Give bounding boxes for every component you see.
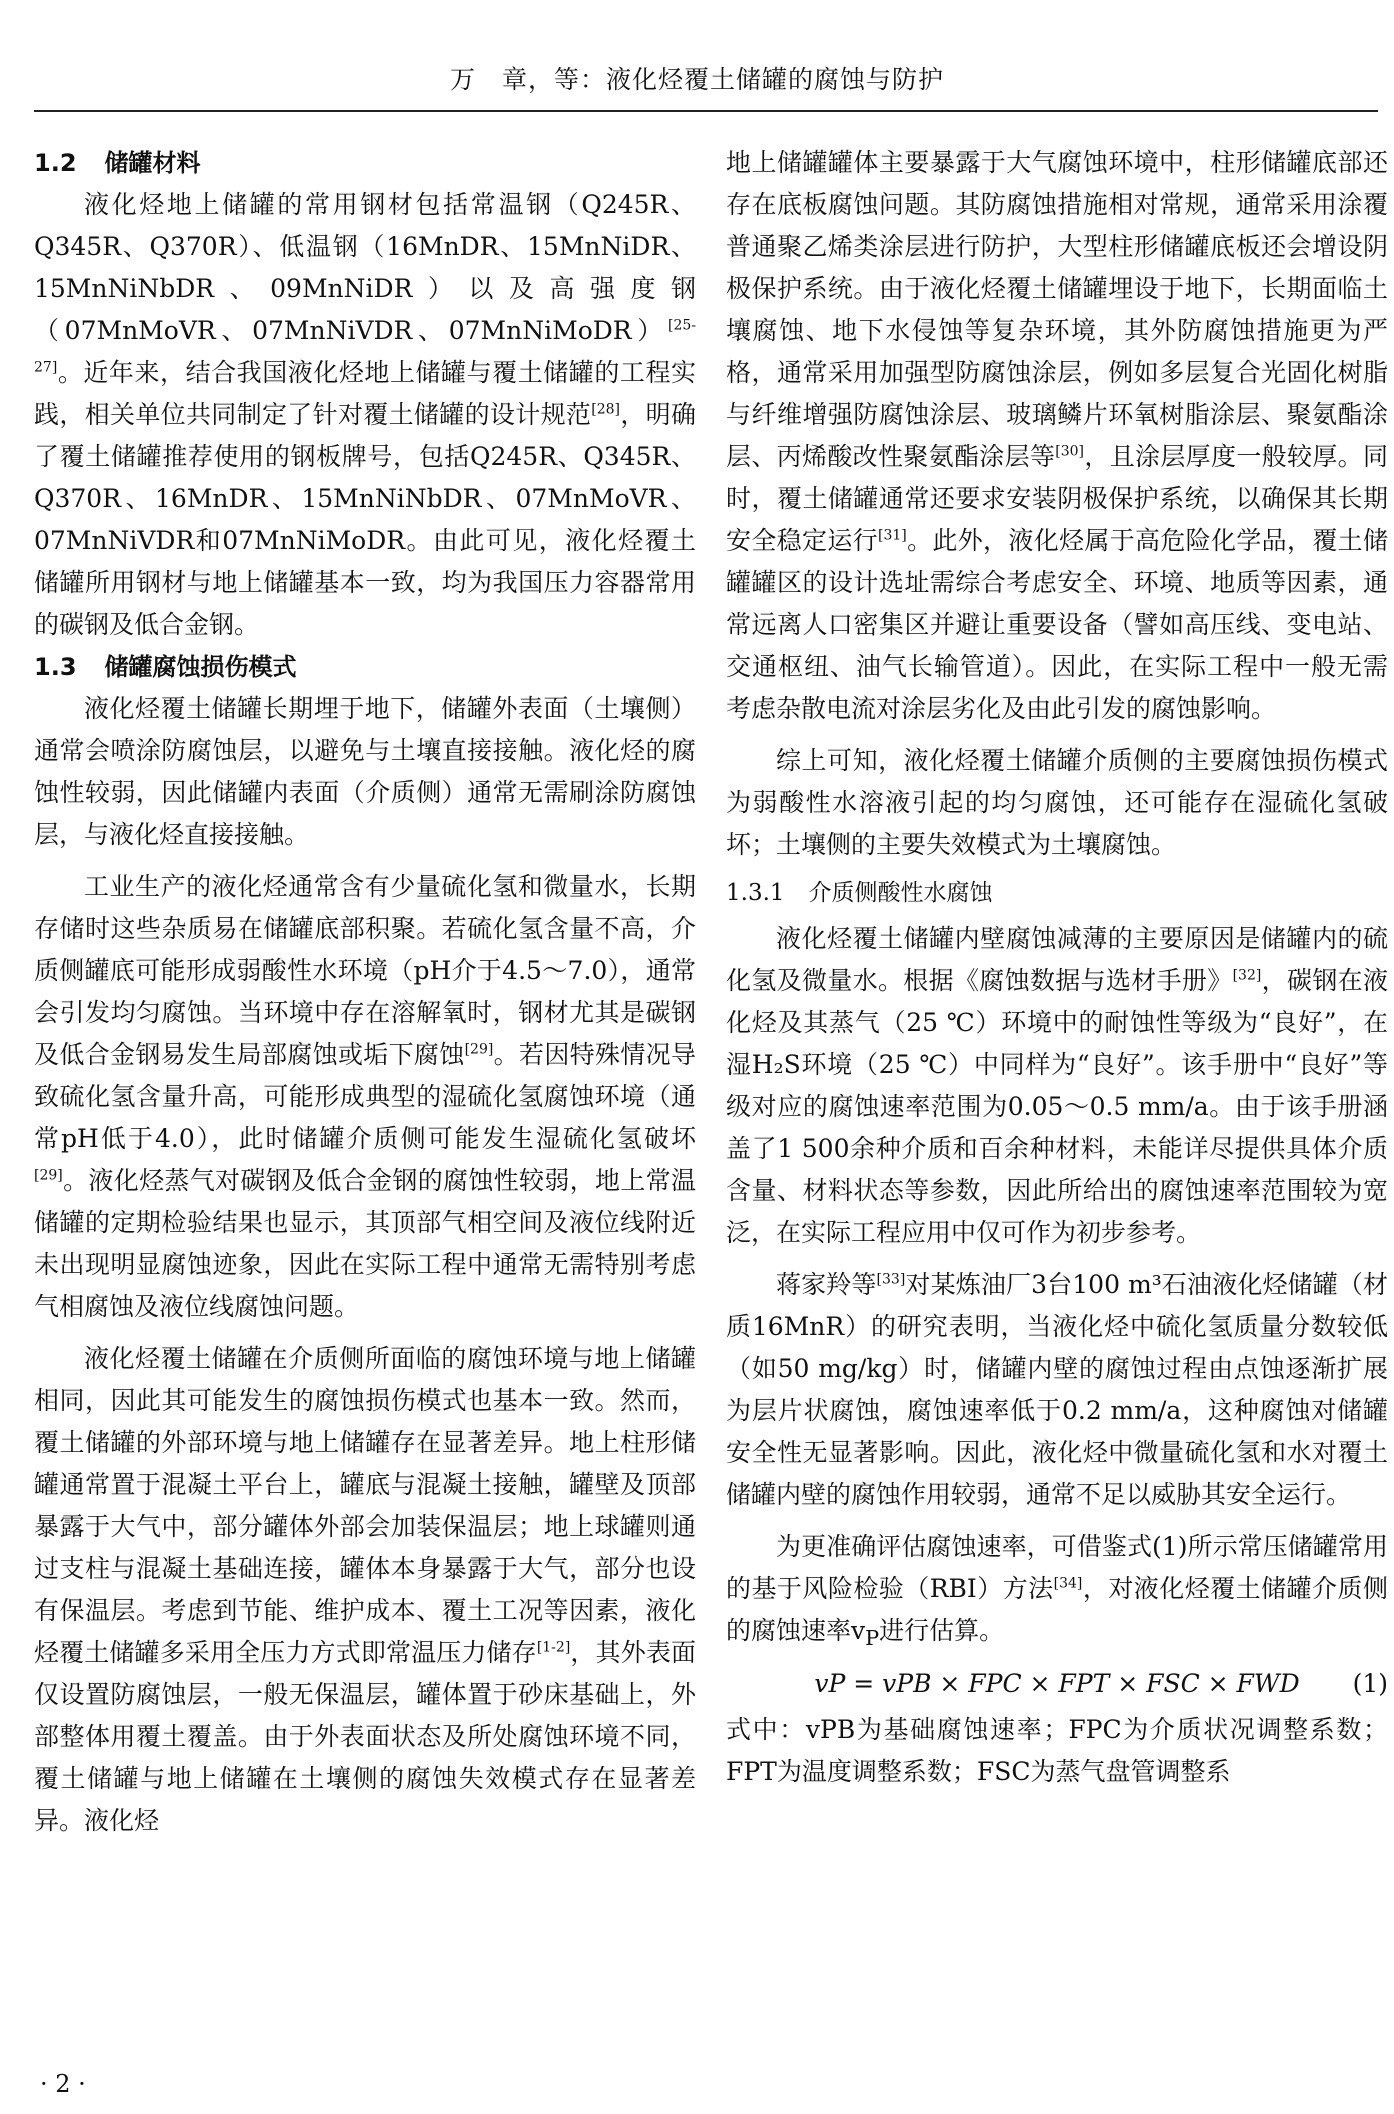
section-title: 介质侧酸性水腐蚀: [808, 880, 993, 906]
left-column: [34, 142, 696, 1842]
text-run: 工业生产的液化烃通常含有少量硫化氢和微量水，长期存储时这些杂质易在储罐底部积聚。若硫化氢含量不高，介质侧罐底可能形成弱酸性水环境（pH介于4.5～7.0），通常会引发均匀腐蚀。当环境中存在溶解氧时，钢材尤其是碳钢及低合金钢易发生局部腐蚀或垢下腐蚀: [34, 872, 696, 1069]
citation: [25-27]: [34, 317, 696, 376]
citation: [28]: [591, 401, 620, 418]
subscript: P: [865, 1626, 880, 1650]
paragraph: 综上可知，液化烃覆土储罐介质侧的主要腐蚀损伤模式为弱酸性水溶液引起的均匀腐蚀，还可能存在湿硫化氢破坏；土壤侧的主要失效模式为土壤腐蚀。: [726, 746, 1388, 859]
citation: [34]: [1053, 1575, 1083, 1592]
citation: [29]: [34, 1167, 63, 1184]
section-title: 储罐腐蚀损伤模式: [104, 653, 297, 681]
page-number: · 2 ·: [40, 2070, 86, 2098]
text-run: ，对液化烃覆土储罐介质侧的腐蚀速率v: [726, 1574, 1388, 1645]
paragraph: [34, 184, 696, 646]
paragraph: 式中：vPB为基础腐蚀速率；FPC为介质状况调整系数；FPT为温度调整系数；FSC为蒸气盘管调整系: [726, 1715, 1388, 1786]
text-run: 为更准确评估腐蚀速率，可借鉴式(1)所示常压储罐常用的基于风险检验（RBI）方法: [726, 1532, 1388, 1603]
text-run: 地上储罐罐体主要暴露于大气腐蚀环境中，柱形储罐底部还存在底板腐蚀问题。其防腐蚀措施相对常规，通常采用涂覆普通聚乙烯类涂层进行防护，大型柱形储罐底板还会增设阴极保护系统。由于液化烃覆土储罐埋设于地下，长期面临土壤腐蚀、地下水侵蚀等复杂环境，其外防腐蚀措施更为严格，通常采用加强型防腐蚀涂层，例如多层复合光固化树脂与纤维增强防腐蚀涂层、玻璃鳞片环氧树脂涂层、聚氨酯涂层、丙烯酸改性聚氨酯涂层等: [726, 148, 1388, 471]
text-run: 对某炼油厂3台100 m³石油液化烃储罐（材质16MnR）的研究表明，当液化烃中硫化氢质量分数较低（如50 mg/kg）时，储罐内壁的腐蚀过程由点蚀逐渐扩展为层片状腐蚀，腐蚀速率低于0.2 mm/a，这种腐蚀对储罐安全性无显著影响。因此，液化烃中微量硫化氢和水对覆土储罐内壁的腐蚀作用较弱，通常不足以威胁其安全运行。: [726, 1270, 1388, 1509]
paragraph: [726, 142, 1388, 730]
text-run: 进行估算。: [879, 1616, 1005, 1645]
text-run: 蒋家羚等: [776, 1270, 877, 1299]
citation: [33]: [876, 1271, 906, 1288]
paragraph: [34, 866, 696, 1328]
text-run: ，且涂层厚度一般较厚。同时，覆土储罐通常还要求安装阴极保护系统，以确保其长期安全稳定运行: [726, 442, 1388, 555]
text-run: 。此外，液化烃属于高危险化学品，覆土储罐罐区的设计选址需综合考虑安全、环境、地质等因素，通常远离人口密集区并避让重要设备（譬如高压线、变电站、交通枢纽、油气长输管道）。因此，在实际工程中一般无需考虑杂散电流对涂层劣化及由此引发的腐蚀影响。: [726, 526, 1388, 723]
text-run: 。近年来，结合我国液化烃地上储罐与覆土储罐的工程实践，相关单位共同制定了针对覆土储罐的设计规范: [34, 358, 696, 429]
section-heading-1-2: [34, 142, 696, 184]
equation-body: vP = vPB × FPC × FPT × FSC × FWD: [814, 1669, 1300, 1698]
citation: [1-2]: [536, 1639, 571, 1656]
citation: [31]: [877, 527, 907, 544]
section-number: 1.2: [34, 149, 77, 177]
paragraph: [726, 1264, 1388, 1516]
section-heading-1-3: [34, 646, 696, 688]
section-heading-1-3-1: [726, 872, 1388, 914]
citation: [29]: [464, 1041, 494, 1058]
section-title: 储罐材料: [104, 149, 201, 177]
text-run: 。液化烃蒸气对碳钢及低合金钢的腐蚀性较弱，地上常温储罐的定期检验结果也显示，其顶部气相空间及液位线附近未出现明显腐蚀迹象，因此在实际工程中通常无需特别考虑气相腐蚀及液位线腐蚀问题。: [34, 1166, 696, 1321]
text-run: 液化烃地上储罐的常用钢材包括常温钢（Q245R、Q345R、Q370R）、低温钢（16MnDR、15MnNiDR、15MnNiNbDR、09MnNiDR）以及高强度钢（07MnMoVR、07MnNiVDR、07MnNiMoDR）: [34, 190, 696, 345]
header-rule: [34, 110, 1378, 112]
text-run: ，碳钢在液化烃及其蒸气（25 ℃）环境中的耐蚀性等级为“良好”，在湿H₂S环境（25 ℃）中同样为“良好”。该手册中“良好”等级对应的腐蚀速率范围为0.05～0.5 mm/a。由于该手册涵盖了1 500余种介质和百余种材料，未能详尽提供具体介质含量、材料状态等参数，因此所给出的腐蚀速率范围较为宽泛，在实际工程应用中仅可作为初步参考。: [726, 966, 1388, 1247]
equation-number: (1): [1352, 1669, 1388, 1698]
paragraph: [726, 1526, 1388, 1659]
right-column: [726, 142, 1388, 1793]
text-run: ，其外表面仅设置防腐蚀层，一般无保温层，罐体置于砂床基础上，外部整体用覆土覆盖。由于外表面状态及所处腐蚀环境不同，覆土储罐与地上储罐在土壤侧的腐蚀失效模式存在显著差异。液化烃: [34, 1638, 696, 1835]
equation-1: [726, 1663, 1388, 1705]
paragraph: [726, 918, 1388, 1254]
text-run: 。若因特殊情况导致硫化氢含量升高，可能形成典型的湿硫化氢腐蚀环境（通常pH低于4.0），此时储罐介质侧可能发生湿硫化氢破坏: [34, 1040, 696, 1153]
paragraph: 液化烃覆土储罐长期埋于地下，储罐外表面（土壤侧）通常会喷涂防腐蚀层，以避免与土壤直接接触。液化烃的腐蚀性较弱，因此储罐内表面（介质侧）通常无需刷涂防腐蚀层，与液化烃直接接触。: [34, 694, 696, 849]
paragraph: [34, 1338, 696, 1842]
citation: [30]: [1055, 443, 1085, 460]
running-header: 万 章，等：液化烃覆土储罐的腐蚀与防护: [449, 65, 944, 94]
text-run: ，明确了覆土储罐推荐使用的钢板牌号，包括Q245R、Q345R、Q370R、16MnDR、15MnNiNbDR、07MnMoVR、07MnNiVDR和07MnNiMoDR。由此可见，液化烃覆土储罐所用钢材与地上储罐基本一致，均为我国压力容器常用的碳钢及低合金钢。: [34, 400, 696, 639]
text-run: 液化烃覆土储罐内壁腐蚀减薄的主要原因是储罐内的硫化氢及微量水。根据《腐蚀数据与选材手册》: [726, 924, 1388, 995]
section-number: 1.3.1: [726, 880, 785, 906]
citation: [32]: [1232, 967, 1262, 984]
text-run: 液化烃覆土储罐在介质侧所面临的腐蚀环境与地上储罐相同，因此其可能发生的腐蚀损伤模式也基本一致。然而，覆土储罐的外部环境与地上储罐存在显著差异。地上柱形储罐通常置于混凝土平台上，罐底与混凝土接触，罐壁及顶部暴露于大气中，部分罐体外部会加装保温层；地上球罐则通过支柱与混凝土基础连接，罐体本身暴露于大气，部分也设有保温层。考虑到节能、维护成本、覆土工况等因素，液化烃覆土储罐多采用全压力方式即常温压力储存: [34, 1344, 696, 1667]
section-number: 1.3: [34, 653, 77, 681]
